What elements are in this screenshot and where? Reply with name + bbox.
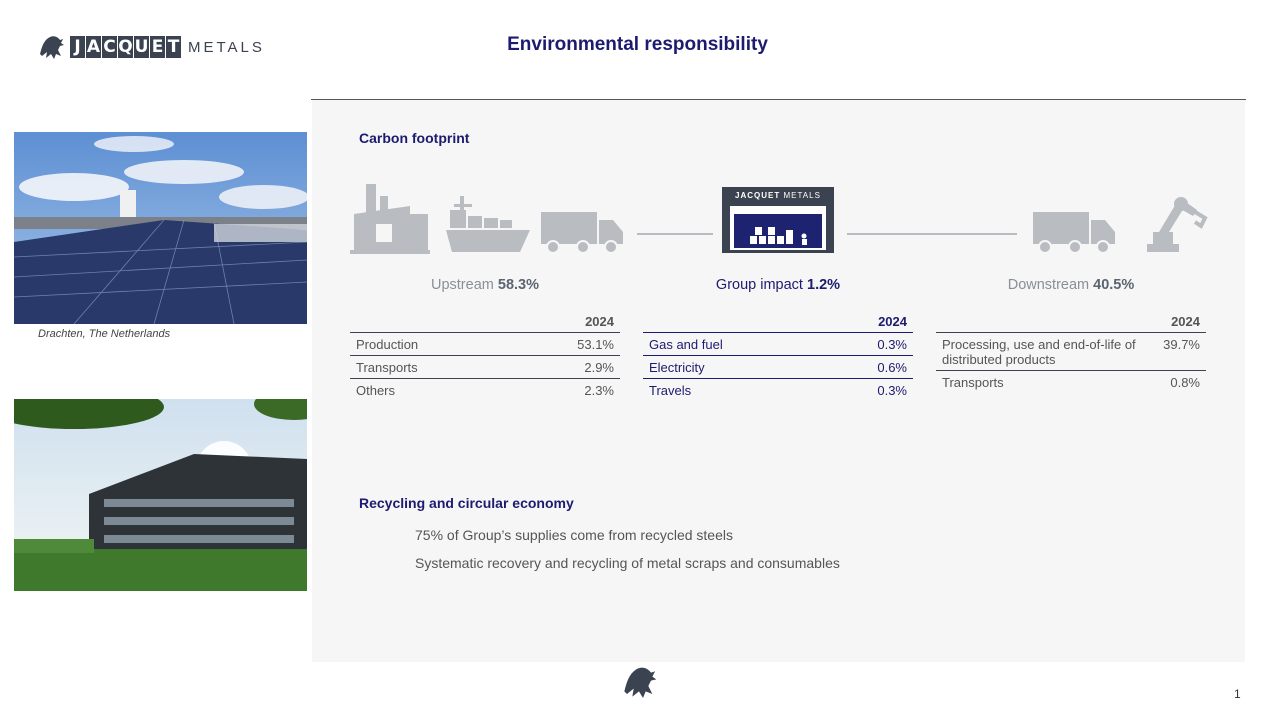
downstream-label [946, 277, 1196, 293]
group-value: 1.2% [807, 277, 841, 293]
table-row [350, 333, 620, 356]
downstream-value: 40.5% [1093, 277, 1135, 293]
row-value: 0.8% [1170, 375, 1200, 390]
row-label: Processing, use and end-of-life of distributed products [942, 337, 1136, 367]
downstream-table [936, 314, 1206, 393]
row-label: Travels [649, 383, 692, 398]
group-impact-table [643, 314, 913, 401]
table-row [643, 333, 913, 356]
badge-suffix: METALS [783, 191, 821, 200]
page-title: Environmental responsibility [507, 34, 768, 55]
company-logo [36, 30, 296, 64]
table-row [350, 356, 620, 379]
group-impact-label [653, 277, 903, 293]
row-value: 0.3% [877, 337, 907, 352]
lion-icon [36, 32, 66, 62]
logo-letter: J [70, 36, 85, 58]
group-label-text: Group impact [715, 277, 803, 293]
row-value: 0.6% [877, 360, 907, 375]
table-year-header: 2024 [643, 314, 913, 333]
upstream-value: 58.3% [497, 277, 539, 293]
logo-letter: A [86, 37, 101, 57]
logo-letter: T [167, 37, 180, 57]
recycling-bullet: 75% of Group’s supplies come from recycled steels [415, 527, 733, 543]
table-year-header: 2024 [350, 314, 620, 333]
row-label: Gas and fuel [649, 337, 723, 352]
truck-icon [1033, 212, 1115, 254]
recycling-bullet: Systematic recovery and recycling of metal scraps and consumables [415, 555, 840, 571]
upstream-table [350, 314, 620, 401]
logo-letter: E [151, 37, 164, 57]
row-value: 39.7% [1163, 337, 1200, 352]
lion-icon [618, 662, 660, 702]
row-value: 53.1% [577, 337, 614, 352]
table-row [936, 333, 1206, 371]
warehouse-icon [722, 187, 834, 253]
page-number: 1 [1234, 687, 1241, 701]
upstream-label-text: Upstream [430, 277, 494, 293]
photo-caption: Drachten, The Netherlands [38, 328, 171, 340]
table-row [643, 379, 913, 401]
upstream-label [360, 277, 610, 293]
table-row [936, 371, 1206, 393]
table-row [643, 356, 913, 379]
row-value: 0.3% [877, 383, 907, 398]
row-label: Transports [942, 375, 1004, 390]
logo-letter: U [134, 37, 149, 57]
table-year-header: 2024 [936, 314, 1206, 333]
logo-letter: Q [118, 37, 133, 57]
row-label: Others [356, 383, 396, 398]
row-value: 2.3% [584, 383, 614, 398]
factory-icon [350, 184, 430, 254]
connector-line [637, 233, 713, 235]
truck-icon [541, 212, 623, 254]
badge-title: JACQUET [735, 191, 781, 200]
ship-icon [446, 196, 530, 254]
row-label: Electricity [649, 360, 705, 375]
logo-letters [70, 36, 182, 58]
row-label: Transports [356, 360, 418, 375]
carbon-footprint-heading: Carbon footprint [359, 130, 470, 146]
downstream-label-text: Downstream [1007, 277, 1090, 293]
row-value: 2.9% [584, 360, 614, 375]
row-label: Production [356, 337, 419, 352]
recycling-heading: Recycling and circular economy [359, 495, 574, 511]
badge-brand [722, 191, 834, 200]
connector-line [847, 233, 1017, 235]
table-row [350, 379, 620, 401]
logo-suffix: METALS [188, 38, 265, 56]
logo-letter: C [103, 37, 116, 57]
robot-arm-icon [1145, 196, 1209, 254]
solar-panels-photo [14, 132, 307, 324]
office-building-photo [14, 399, 307, 591]
